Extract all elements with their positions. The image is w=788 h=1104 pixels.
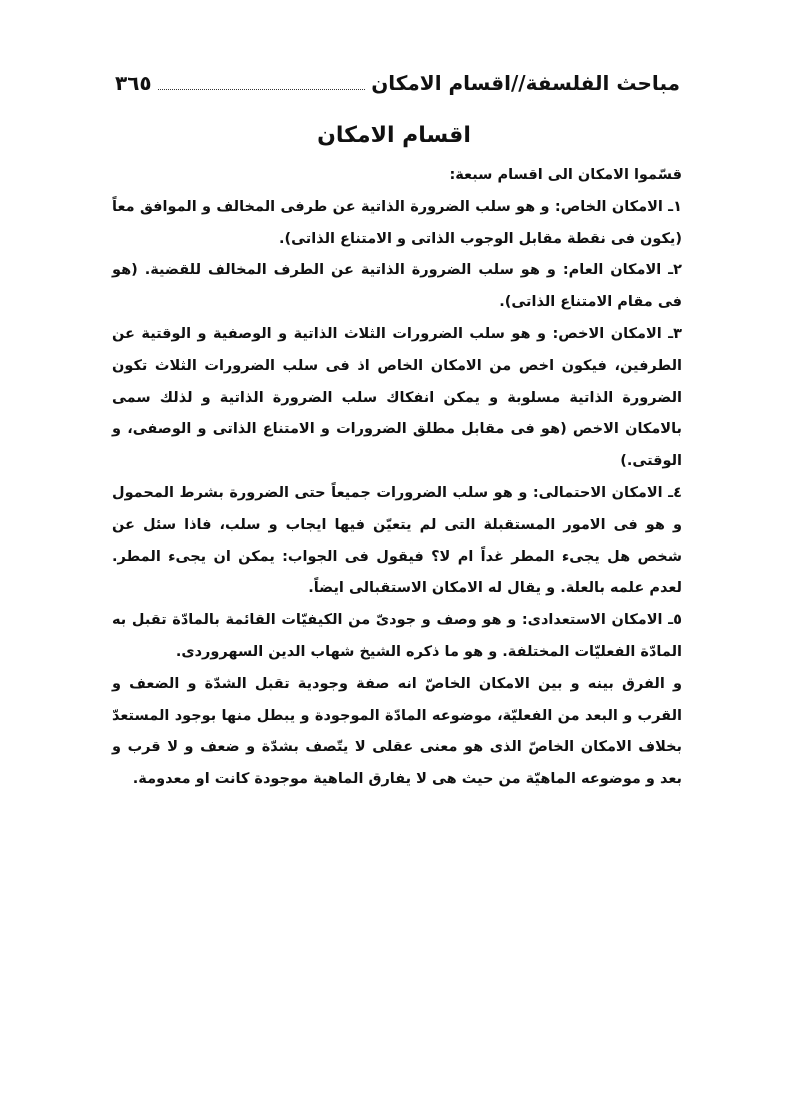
body-text bbox=[112, 160, 682, 796]
running-header bbox=[115, 64, 680, 96]
paragraph: ٤ـ الامكان الاحتمالى: و هو سلب الضرورات جميعاً حتى الضرورة بشرط المحمول و هو فى الامور المستقبلة التى لم يتعيّن فيها ايجاب و سلب، فاذا سئل عن شخص هل يجىء المطر غداً ام لا؟ فيقول فى الجواب: يمكن ان يجىء المطر. لعدم علمه بالعلة. و يقال له الامكان الاستقبالى ايضاً. bbox=[112, 484, 682, 597]
paragraph: و الفرق بينه و بين الامكان الخاصّ انه صفة وجودية تقبل الشدّة و الضعف و القرب و البعد من الفعليّة، موضوعه المادّة الموجودة و يبطل منها بوجود المستعدّ بخلاف الامكان الخاصّ الذى هو معنى عقلى لا يتّصف بشدّة و ضعف و لا قرب و بعد و موضوعه الماهيّة من حيث هى لا يفارق الماهية موجودة كانت او معدومة. bbox=[112, 675, 682, 788]
intro-line: قسّموا الامكان الى اقسام سبعة: bbox=[449, 167, 682, 183]
paragraph: ١ـ الامكان الخاص: و هو سلب الضرورة الذاتية عن طرفى المخالف و الموافق معاً (يكون فى نقطة مقابل الوجوب الذاتى و الامتناع الذاتى). bbox=[112, 198, 682, 247]
paragraph: ٥ـ الامكان الاستعدادى: و هو وصف و جودىّ من الكيفيّات القائمة بالمادّة تقبل به المادّة الفعليّات المختلفة. و هو ما ذكره الشيخ شهاب الدين السهروردى. bbox=[112, 612, 682, 660]
paragraph: ٢ـ الامكان العام: و هو سلب الضرورة الذاتية عن الطرف المخالف للقضية. (هو فى مقام الامتناع الذاتى). bbox=[112, 262, 682, 311]
header-title: مباحث الفلسفة//اقسام الامكان bbox=[371, 71, 680, 95]
paragraph: ٣ـ الامكان الاخص: و هو سلب الضرورات الثلاث الذاتية و الوصفية و الوقتية عن الطرفين، فيكون اخص من الامكان الخاص اذ فى سلب الضرورات الثلاث تكون الضرورة الذاتية مسلوبة و يمكن انفكاك سلب الضرورة الذاتية و لذلك سمى بالامكان الاخص (هو فى مقابل مطلق الضرورات و الامتناع الذاتى و الوصفى، و الوقتى.) bbox=[112, 325, 682, 470]
section-heading: اقسام الامكان bbox=[317, 123, 471, 148]
header-dot-leader bbox=[158, 88, 366, 90]
page-number: ٣٦٥ bbox=[115, 71, 152, 95]
